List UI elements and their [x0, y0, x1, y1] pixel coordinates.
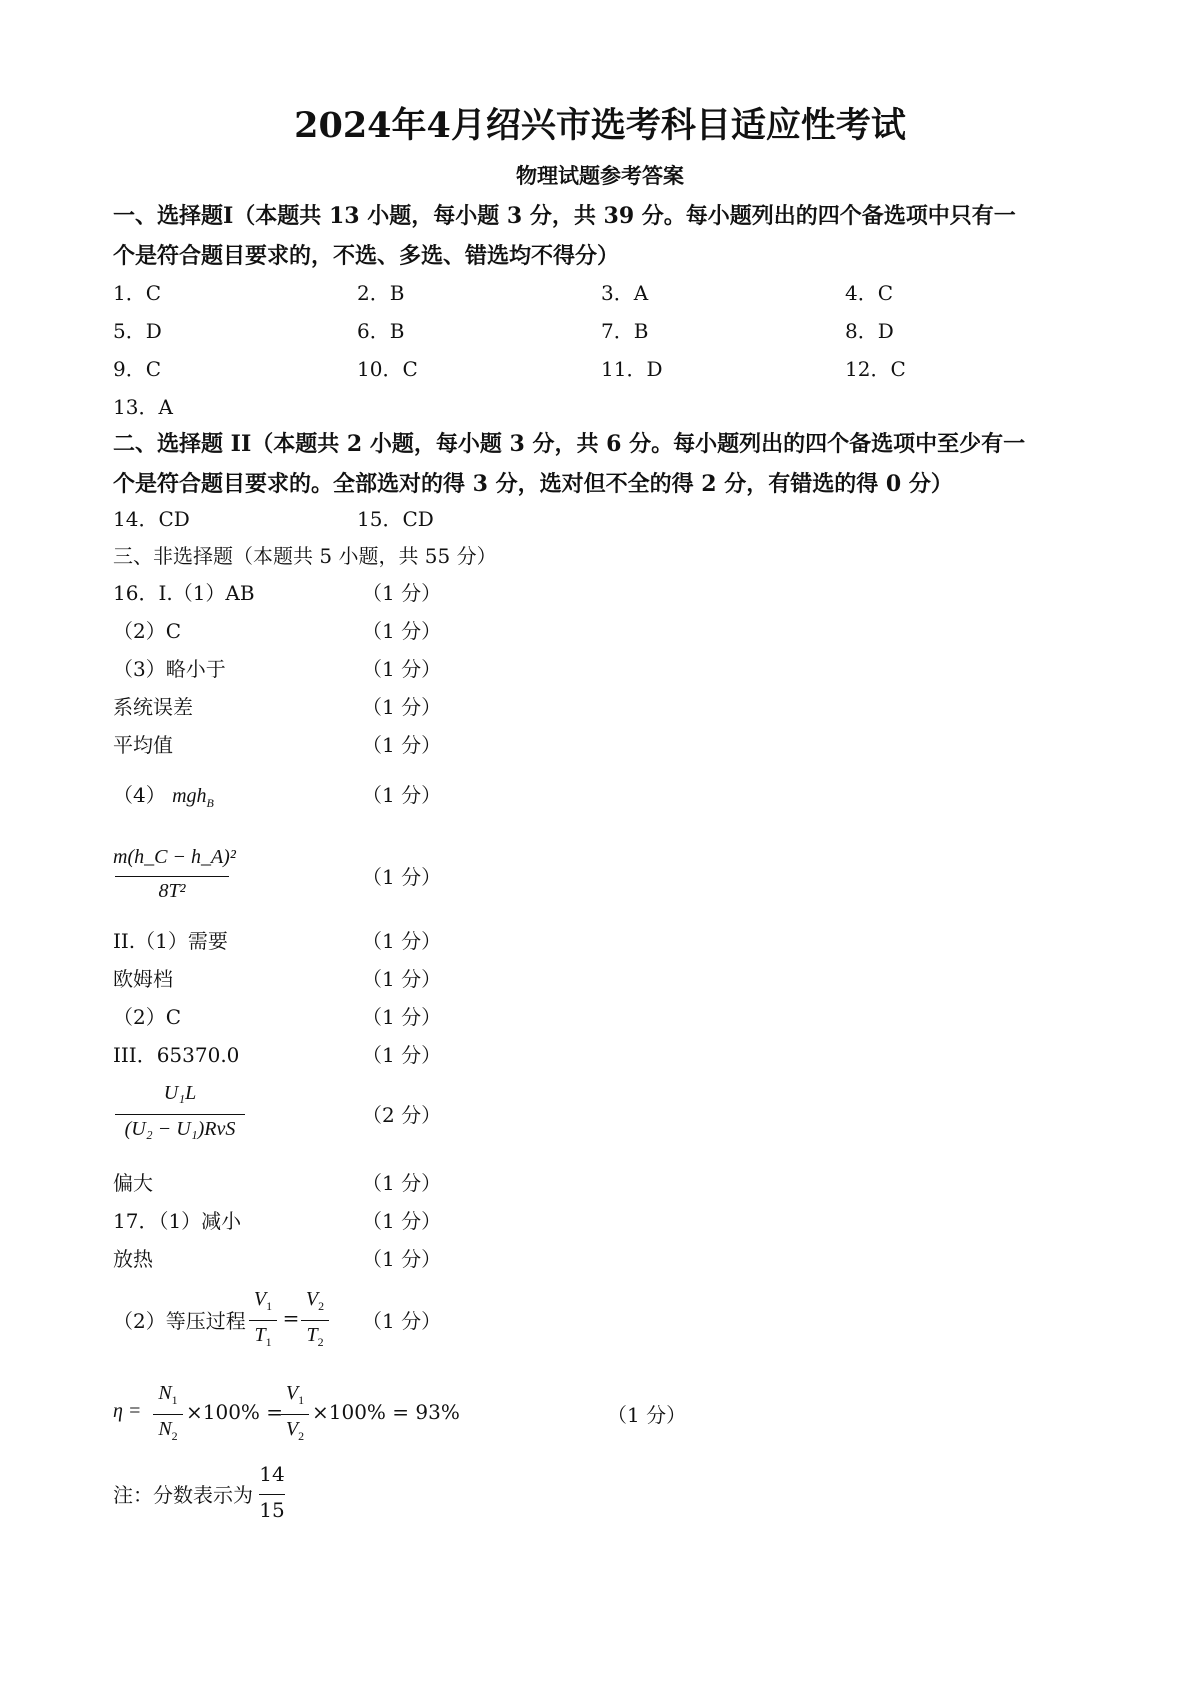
fraction-numerator: $V_1$: [285, 1382, 305, 1407]
fraction-bar: [153, 1414, 183, 1415]
answer-item: 11．D: [601, 357, 663, 381]
section1-line1: 一、选择题Ⅰ（本题共 13 小题，每小题 3 分，共 39 分。每小题列出的四个备选项中只有一: [113, 203, 1016, 229]
formula-v1-over-t1: [248, 1288, 278, 1354]
score-label: （1 分）: [607, 1403, 687, 1427]
formula-fraction-resistivity: [113, 1082, 247, 1148]
fraction-denominator: (U₂ − U₁)RvS: [124, 1118, 236, 1140]
fraction-bar: [301, 1320, 329, 1321]
answer-item: 4．C: [845, 281, 894, 305]
score-label: （1 分）: [362, 1005, 442, 1029]
answer-row: [113, 354, 1103, 384]
page-title: 2024年4月绍兴市选考科目适应性考试: [294, 105, 906, 146]
answer-text: [113, 780, 214, 818]
answer-row: [113, 316, 1103, 346]
formula-mgh-body: mgh: [172, 785, 207, 807]
section2-heading: [113, 424, 1103, 504]
section1-line2: 个是符合题目要求的，不选、多选、错选均不得分）: [113, 243, 620, 269]
answer-text: 偏大: [113, 1171, 153, 1195]
fraction-denominator: $V_2$: [285, 1418, 305, 1443]
answer-item: 6．B: [357, 319, 405, 343]
answer-text: II.（1）需要: [113, 929, 228, 953]
answer-text: 16．I.（1）AB: [113, 581, 255, 605]
fraction-denominator: $N_2$: [158, 1418, 178, 1443]
fraction-denominator: 8T²: [158, 880, 186, 902]
eta-result-text: [312, 1400, 462, 1430]
answer-text: （3）略小于: [113, 657, 226, 681]
fraction-numerator: m(h_C − h_A)²: [113, 846, 236, 868]
score-label: （1 分）: [362, 1309, 442, 1333]
answer-text: III．65370.0: [113, 1043, 240, 1067]
eta-result: ×100% = 93%: [312, 1400, 460, 1424]
fraction-denominator: $T_2$: [306, 1324, 324, 1349]
score-label: （1 分）: [362, 967, 442, 991]
answer-row: [113, 278, 1103, 308]
answer-item: 8．D: [845, 319, 894, 343]
answer-item: 13．A: [113, 395, 173, 419]
answer-item: 9．C: [113, 357, 162, 381]
answer-text: 放热: [113, 1247, 153, 1271]
fraction-bar: [249, 1320, 277, 1321]
answer-text: 系统误差: [113, 695, 193, 719]
answer-text: （2）等压过程: [113, 1309, 246, 1333]
formula-mgh: [172, 785, 214, 810]
eta-middle-text: [186, 1400, 284, 1430]
score-label: （1 分）: [362, 581, 442, 605]
answer-item: 15．CD: [357, 507, 434, 531]
formula-mgh-sub: B: [206, 796, 214, 810]
answer-prefix: （4）: [113, 783, 166, 807]
fraction-numerator: U₁L: [163, 1082, 197, 1104]
answer-item: 10．C: [357, 357, 418, 381]
answer-item: 7．B: [601, 319, 649, 343]
fraction-bar: [115, 1114, 245, 1115]
score-label: （1 分）: [362, 865, 442, 889]
fraction-denominator: 15: [259, 1498, 285, 1522]
formula-v2-over-t2: [300, 1288, 330, 1354]
section3-heading: 三、非选择题（本题共 5 小题，共 55 分）: [113, 544, 497, 568]
answer-text: （2）C: [113, 619, 182, 643]
formula-v1-over-v2: [280, 1382, 310, 1448]
answer-item: 1．C: [113, 281, 162, 305]
answer-text: （2）C: [113, 1005, 182, 1029]
fraction-bar: [259, 1494, 285, 1495]
answer-row: [113, 504, 1103, 534]
score-label: （1 分）: [362, 929, 442, 953]
answer-text: 平均值: [113, 733, 173, 757]
score-label: （1 分）: [362, 657, 442, 681]
answer-item: 12．C: [845, 357, 906, 381]
eta-label: [113, 1400, 153, 1430]
note-fraction: [258, 1462, 286, 1528]
formula-fraction-energy: [113, 846, 236, 906]
section1-heading: [113, 196, 1103, 276]
score-label: （1 分）: [362, 1171, 442, 1195]
eta-times-100: ×100% =: [186, 1400, 284, 1424]
score-label: （1 分）: [362, 783, 442, 807]
score-label: （1 分）: [362, 619, 442, 643]
fraction-bar: [281, 1414, 309, 1415]
answer-item: 14．CD: [113, 507, 190, 531]
score-label: （2 分）: [362, 1103, 442, 1127]
equals-sign: [281, 1306, 301, 1336]
fraction-denominator: $T_1$: [254, 1324, 272, 1349]
answer-item: 2．B: [357, 281, 405, 305]
fraction-numerator: $V_1$: [253, 1288, 273, 1313]
answer-item: 5．D: [113, 319, 162, 343]
score-label: （1 分）: [362, 733, 442, 757]
eta-symbol: η =: [113, 1400, 142, 1422]
fraction-numerator: $N_1$: [158, 1382, 178, 1407]
note-text: 注：分数表示为: [113, 1483, 253, 1507]
fraction-numerator: $V_2$: [305, 1288, 325, 1313]
score-label: （1 分）: [362, 1247, 442, 1271]
answer-row: [113, 392, 1103, 422]
fraction-numerator: 14: [259, 1462, 285, 1486]
section2-line2: 个是符合题目要求的。全部选对的得 3 分，选对但不全的得 2 分，有错选的得 0 分）: [113, 471, 953, 497]
formula-n1-over-n2: [152, 1382, 184, 1448]
score-label: （1 分）: [362, 1209, 442, 1233]
page-subtitle: 物理试题参考答案: [516, 163, 684, 188]
answer-text: 17．（1）减小: [113, 1209, 242, 1233]
fraction-bar: [115, 876, 229, 877]
answer-text: 欧姆档: [113, 967, 173, 991]
score-label: （1 分）: [362, 1043, 442, 1067]
section2-line1: 二、选择题 II（本题共 2 小题，每小题 3 分，共 6 分。每小题列出的四个备选项中至少有一: [113, 431, 1026, 457]
score-label: （1 分）: [362, 695, 442, 719]
equals-glyph: =: [282, 1306, 300, 1330]
answer-item: 3．A: [601, 281, 649, 305]
